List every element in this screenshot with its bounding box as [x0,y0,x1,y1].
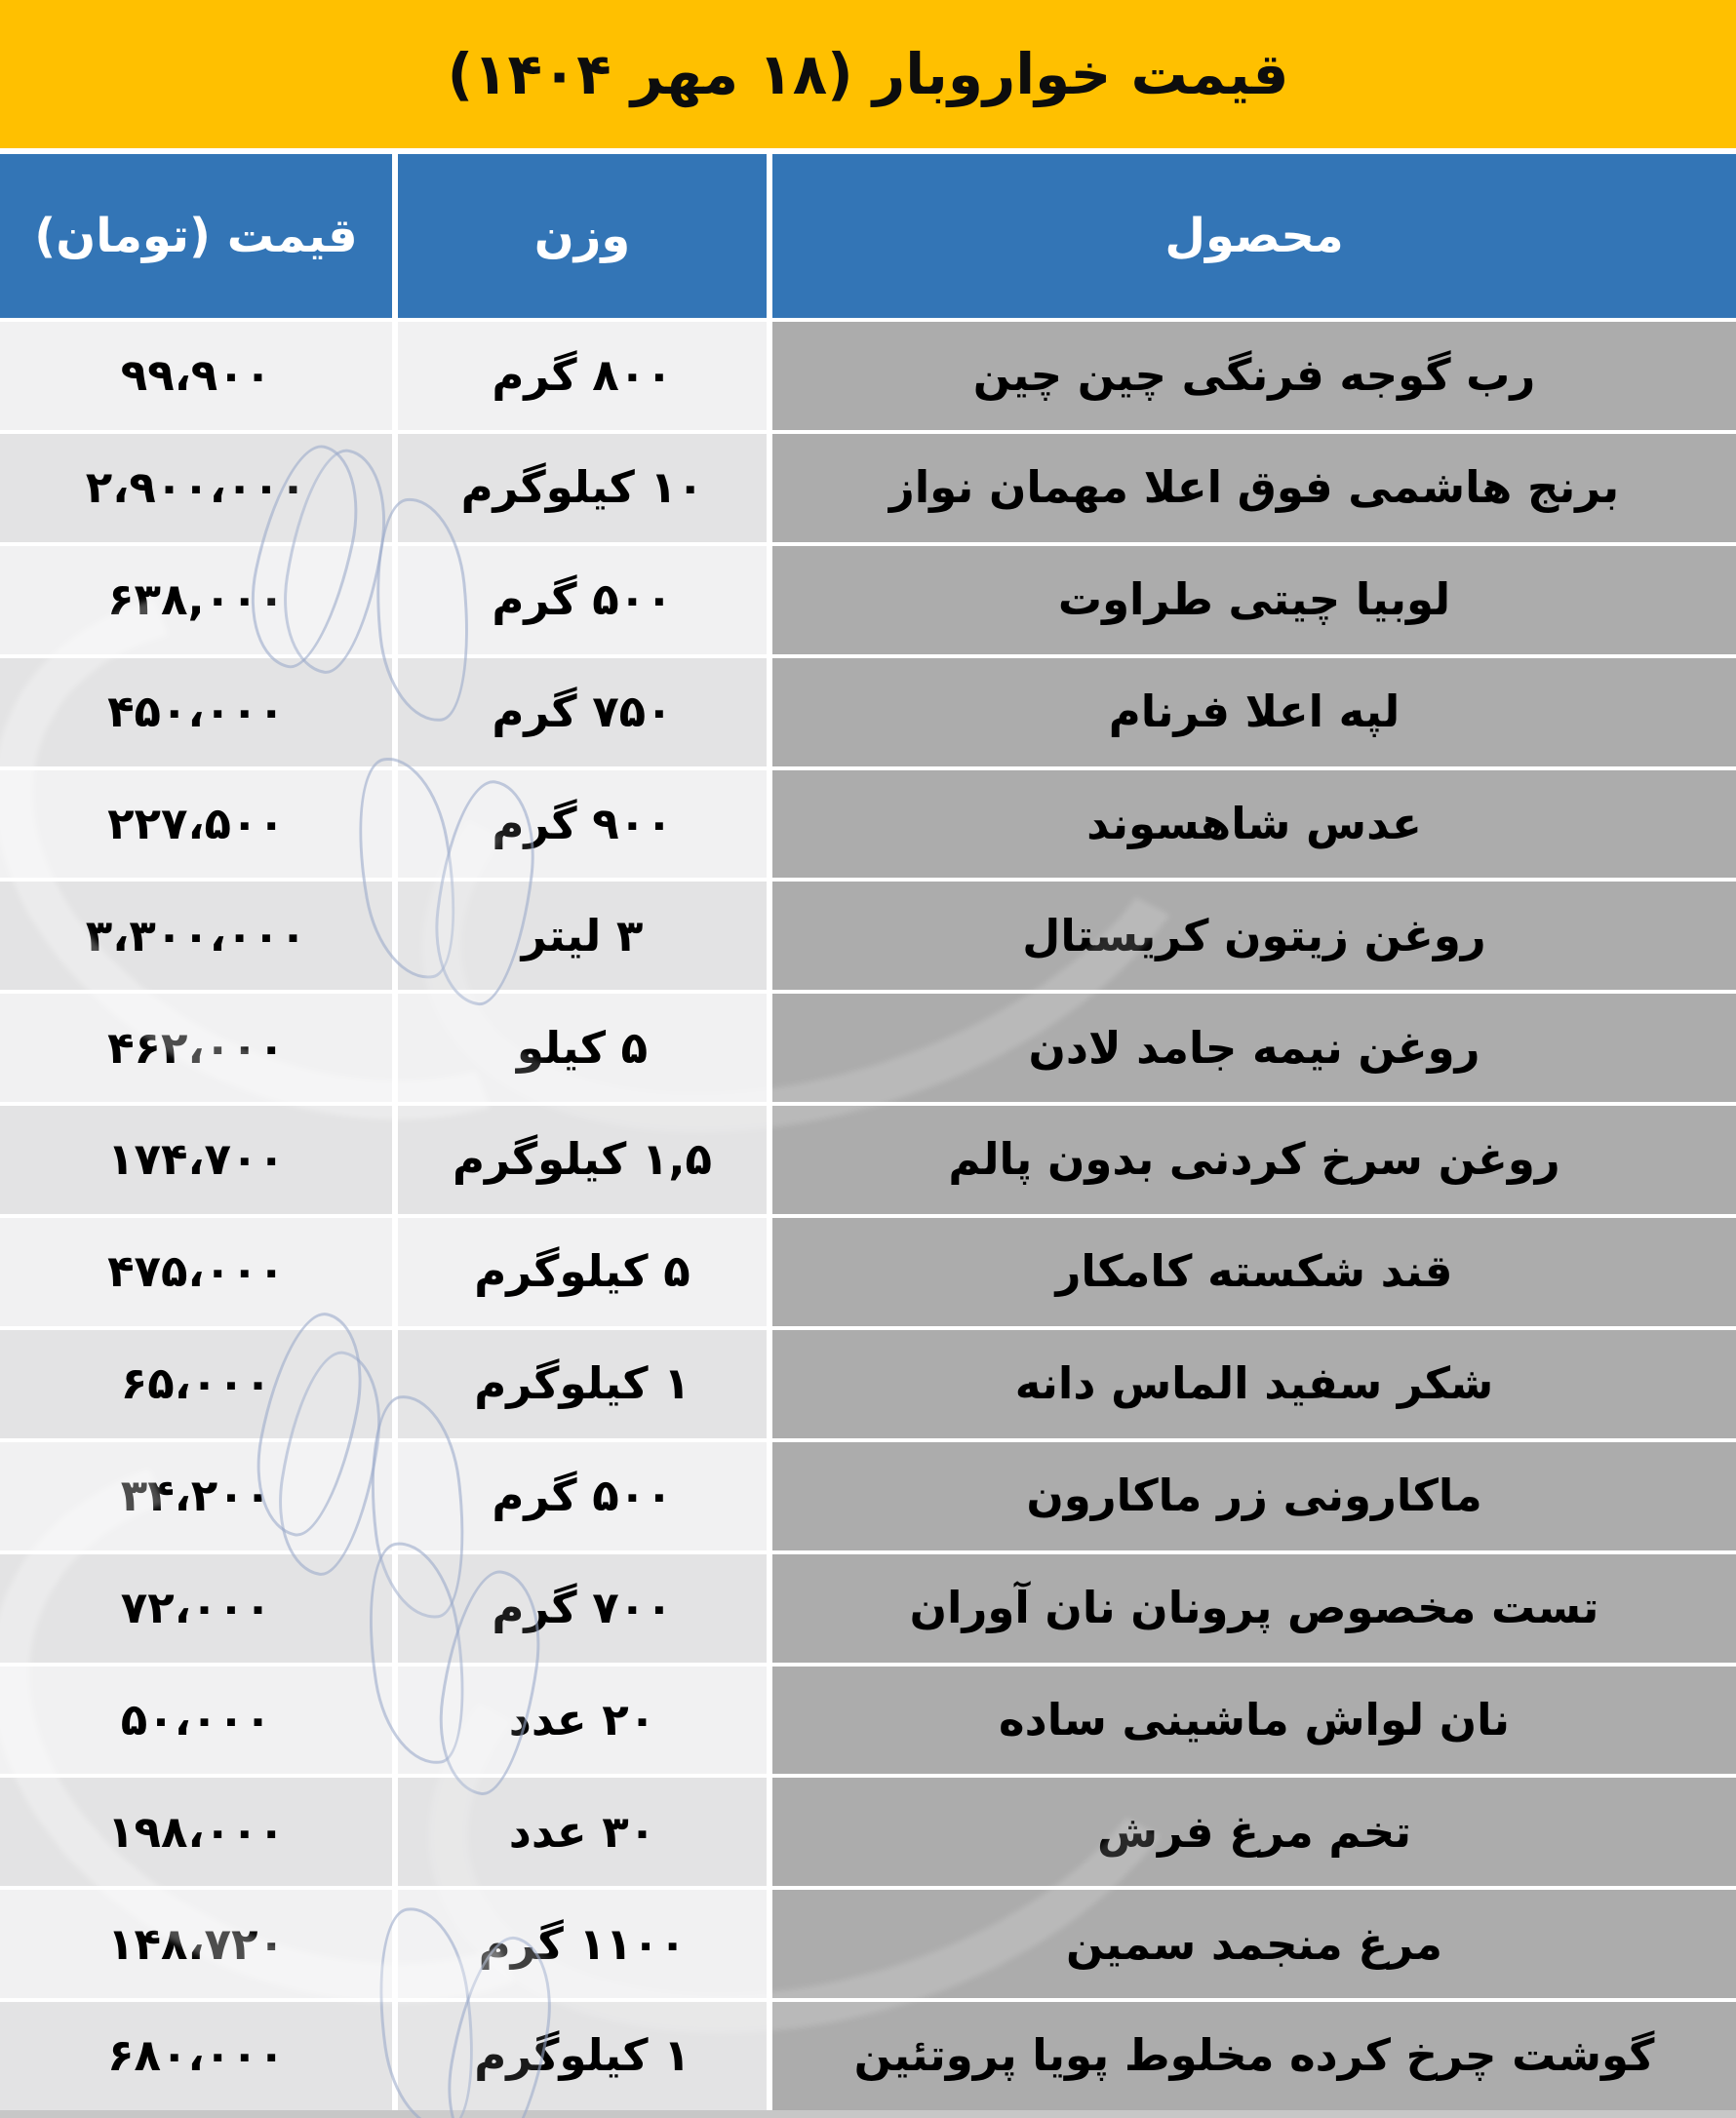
weight-cell: ۵ کیلوگرم [398,1218,767,1326]
weight-cell: ۱۱۰۰ گرم [398,1890,767,1998]
column-header-product: محصول [772,154,1736,318]
table-body [0,322,1736,2110]
table-row [0,1218,1736,1326]
table-row [0,1667,1736,1775]
weight-cell: ۵۰۰ گرم [398,546,767,654]
price-cell: ۹۹،۹۰۰ [0,322,392,430]
price-cell: ۴۵۰،۰۰۰ [0,658,392,766]
table-row [0,546,1736,654]
price-cell: ۴۶۲،۰۰۰ [0,994,392,1102]
weight-cell: ۸۰۰ گرم [398,322,767,430]
weight-cell: ۵ کیلو [398,994,767,1102]
page-title: قیمت خواروبار (۱۸ مهر ۱۴۰۴) [0,0,1736,148]
column-header-price: قیمت (تومان) [0,154,392,318]
product-cell: عدس شاهسوند [772,770,1736,879]
weight-cell: ۱ کیلوگرم [398,2002,767,2110]
product-cell: روغن زیتون کریستال [772,882,1736,990]
price-cell: ۱۴۸،۷۲۰ [0,1890,392,1998]
table-row [0,1890,1736,1998]
table-row [0,1778,1736,1886]
price-cell: ۲،۹۰۰،۰۰۰ [0,434,392,542]
product-cell: رب گوجه فرنگی چین چین [772,322,1736,430]
product-cell: لپه اعلا فرنام [772,658,1736,766]
product-cell: مرغ منجمد سمین [772,1890,1736,1998]
weight-cell: ۵۰۰ گرم [398,1442,767,1550]
product-cell: لوبیا چیتی طراوت [772,546,1736,654]
table-row [0,322,1736,430]
weight-cell: ۲۰ عدد [398,1667,767,1775]
table-row [0,658,1736,766]
weight-cell: ۱ کیلوگرم [398,1330,767,1438]
product-cell: روغن نیمه جامد لادن [772,994,1736,1102]
weight-cell: ۹۰۰ گرم [398,770,767,879]
price-cell: ۶۵،۰۰۰ [0,1330,392,1438]
weight-cell: ۳ لیتر [398,882,767,990]
price-cell: ۶۸۰،۰۰۰ [0,2002,392,2110]
weight-cell: ۱,۵ کیلوگرم [398,1106,767,1214]
product-cell: تست مخصوص پرونان نان آوران [772,1554,1736,1663]
price-cell: ۶۳۸,۰۰۰ [0,546,392,654]
product-cell: تخم مرغ فرش [772,1778,1736,1886]
weight-cell: ۱۰ کیلوگرم [398,434,767,542]
price-cell: ۱۷۴،۷۰۰ [0,1106,392,1214]
table-row [0,882,1736,990]
product-cell: قند شکسته کامکار [772,1218,1736,1326]
product-cell: روغن سرخ کردنی بدون پالم [772,1106,1736,1214]
table-row [0,1330,1736,1438]
bottom-border [0,2110,1736,2118]
product-cell: برنج هاشمی فوق اعلا مهمان نواز [772,434,1736,542]
table-row [0,1554,1736,1663]
price-cell: ۴۷۵،۰۰۰ [0,1218,392,1326]
column-header-weight: وزن [398,154,767,318]
product-cell: شکر سفید الماس دانه [772,1330,1736,1438]
table-row [0,770,1736,879]
price-cell: ۵۰،۰۰۰ [0,1667,392,1775]
product-cell: گوشت چرخ کرده مخلوط پویا پروتئین [772,2002,1736,2110]
weight-cell: ۷۵۰ گرم [398,658,767,766]
table-row [0,994,1736,1102]
price-cell: ۳،۳۰۰،۰۰۰ [0,882,392,990]
table-row [0,1106,1736,1214]
table-header-row [0,154,1736,318]
product-cell: ماکارونی زر ماکارون [772,1442,1736,1550]
price-cell: ۳۴،۲۰۰ [0,1442,392,1550]
table-row [0,1442,1736,1550]
price-cell: ۷۲،۰۰۰ [0,1554,392,1663]
price-cell: ۲۲۷،۵۰۰ [0,770,392,879]
price-cell: ۱۹۸،۰۰۰ [0,1778,392,1886]
weight-cell: ۳۰ عدد [398,1778,767,1886]
table-row [0,434,1736,542]
table-row [0,2002,1736,2110]
weight-cell: ۷۰۰ گرم [398,1554,767,1663]
product-cell: نان لواش ماشینی ساده [772,1667,1736,1775]
